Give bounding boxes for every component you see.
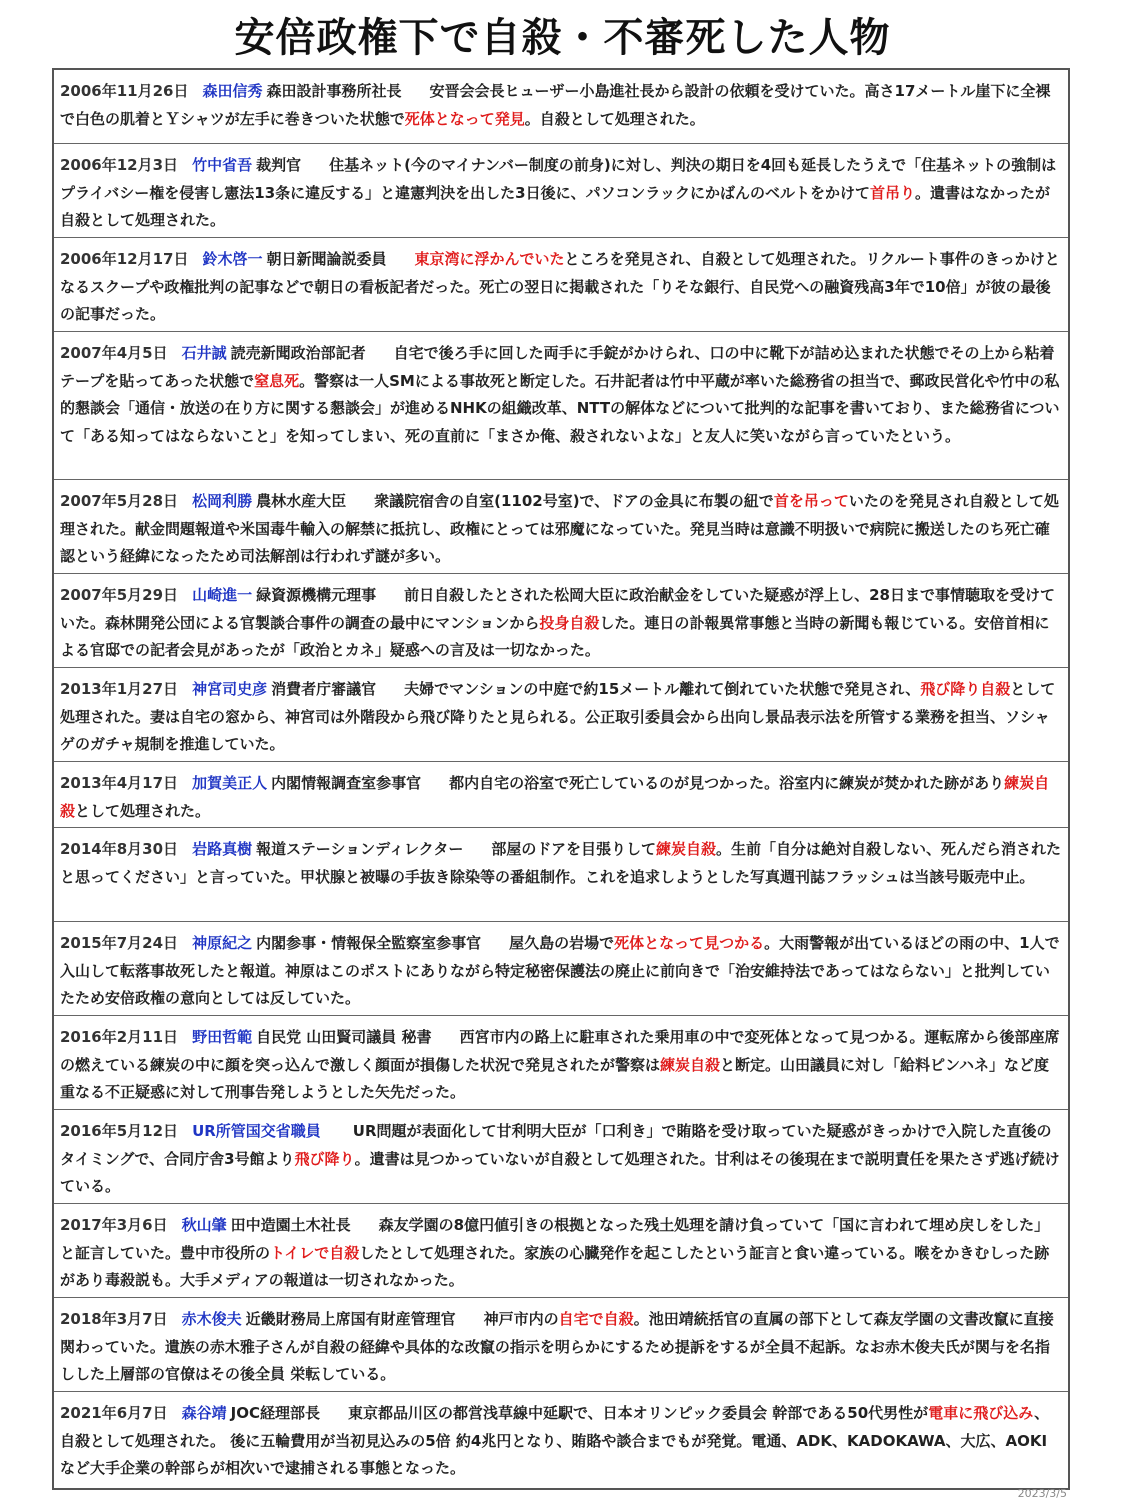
entry-row xyxy=(54,668,1068,762)
entry-highlight-text: 死体となって発見 xyxy=(404,109,525,128)
entry-row xyxy=(54,480,1068,574)
entry-row xyxy=(54,574,1068,668)
entry-date: 2006年11月26日 xyxy=(60,82,189,100)
entry-text: 衆議院宿舎の自室(1102号室)で、ドアの金具に布製の紐で xyxy=(374,492,774,510)
entry-row xyxy=(54,922,1068,1016)
entry-person-name: 加賀美正人 xyxy=(192,774,268,792)
entry-text: 。警察は一人SMによる事故死と断定した。石井記者は竹中平蔵が率いた総務省の担当で、郵政民営化や竹中の私的懇談会「通信・放送の在り方に関する懇談会」が進めるNHKの組織改革、NTTの解体などについて批判的な記事を書いており、また総務省について「ある知ってはならないこと」を知ってしまい、死の直前に「まさか俺、殺されないよな」と友人に笑いながら言っていたという。 xyxy=(60,371,1060,445)
entry-text: 神戸市内の xyxy=(483,1310,559,1328)
entry-text: いたのを発見され自殺として処理された。献金問題報道や米国毒牛輸入の解禁に抵抗し、政権にとっては邪魔になっていた。発見当時は意識不明扱いで病院に搬送したのち死亡確認という経緯になったため司法解剖は行われず謎が多い。 xyxy=(60,492,1059,565)
entry-date: 2006年12月17日 xyxy=(60,250,189,268)
entry-date: 2018年3月7日 xyxy=(60,1310,168,1328)
entry-text: したとして処理された。家族の心臓発作を起こしたという証言と食い違っている。喉をかきむしった跡があり毒殺説も。大手メディアの報道は一切されなかった。 xyxy=(60,1243,1050,1289)
entry-date: 2016年5月12日 xyxy=(60,1122,179,1140)
entry-text: 部屋のドアを目張りして xyxy=(491,840,656,858)
entry-row xyxy=(54,1298,1068,1392)
entry-row xyxy=(54,332,1068,480)
entry-row xyxy=(54,1110,1068,1204)
entry-role: 近畿財務局上席国有財産管理官 xyxy=(245,1310,456,1328)
entry-text: 森友学園の8億円値引きの根拠となった残土処理を請け負っていて「国に言われて埋め戻しをした」と証言していた。豊中市役所の xyxy=(60,1216,1050,1262)
entry-role: 森田設計事務所社長 xyxy=(266,82,402,100)
entry-person-name: 森谷靖 xyxy=(181,1404,227,1422)
entry-date: 2007年5月29日 xyxy=(60,586,179,604)
entry-person-name: 石井誠 xyxy=(181,344,227,362)
entry-role: 読売新聞政治部記者 xyxy=(230,344,366,362)
entry-text: 都内自宅の浴室で死亡しているのが見つかった。浴室内に練炭が焚かれた跡があり xyxy=(449,774,1005,792)
entry-role: 消費者庁審議官 xyxy=(271,680,377,698)
entry-highlight-text: 飛び降り自殺 xyxy=(920,680,1011,698)
entry-role: JOC経理部長 xyxy=(230,1404,320,1422)
entry-person-name: 神宮司史彦 xyxy=(192,680,268,698)
entry-text: 夫婦でマンションの中庭で約15メートル離れて倒れていた状態で発見され、 xyxy=(404,680,921,698)
entry-text: 。生前「自分は絶対自殺しない、死んだら消されたと思ってください」と言っていた。甲状腺と被曝の手抜き除染等の番組制作。これを追求しようとした写真週刊誌フラッシュは当該号販売中止。 xyxy=(60,840,1061,886)
entry-highlight-text: 電車に飛び込み xyxy=(928,1404,1035,1422)
entry-person-name: 秋山肇 xyxy=(181,1216,227,1234)
entry-text: として処理された。妻は自宅の窓から、神宮司は外階段から飛び降りたと見られる。公正取引委員会から出向し景品表示法を所管する業務を担当、ソシャゲのガチャ規制を推進していた。 xyxy=(60,680,1056,753)
entry-row xyxy=(54,144,1068,238)
entry-text: 。自殺として処理された。 xyxy=(524,109,705,128)
entry-highlight-text: 練炭自殺 xyxy=(660,1055,721,1074)
entry-highlight-text: 窒息死 xyxy=(254,371,300,390)
entry-row xyxy=(54,70,1068,144)
entry-text: ところを発見され、自殺として処理された。リクルート事件のきっかけとなるスクープや政権批判の記事などで朝日の看板記者だった。死亡の翌日に掲載された「りそな銀行、自民党への融資残高3年で10倍」が彼の最後の記事だった。 xyxy=(60,250,1060,323)
entry-person-name: 神原紀之 xyxy=(192,934,253,952)
entry-role: 田中造園土木社長 xyxy=(230,1216,351,1234)
entry-row xyxy=(54,1392,1068,1488)
entry-row xyxy=(54,238,1068,332)
entry-date: 2015年7月24日 xyxy=(60,934,179,952)
entry-highlight-text: 投身自殺 xyxy=(539,613,600,632)
entry-date: 2007年4月5日 xyxy=(60,344,168,362)
entry-role: 内閣情報調査室参事官 xyxy=(271,774,422,792)
entry-highlight-text: 飛び降り xyxy=(294,1149,355,1168)
entry-text: 前日自殺したとされた松岡大臣に政治献金をしていた疑惑が浮上し、28日まで事情聴取を受けていた。森林開発公団による官製談合事件の調査の最中にマンションから xyxy=(60,586,1055,632)
entry-role: 農林水産大臣 xyxy=(256,492,347,510)
entry-text: 自宅で後ろ手に回した両手に手錠がかけられ、口の中に靴下が詰め込まれた状態でその上から粘着テープを貼ってあった状態で xyxy=(60,344,1055,390)
entries-table xyxy=(52,68,1070,1490)
entry-text: として処理された。 xyxy=(75,801,211,820)
entry-date: 2007年5月28日 xyxy=(60,492,179,510)
entry-text: 安晋会会長ヒューザー小島進社長から設計の依頼を受けていた。高さ17メートル崖下に全裸で白色の肌着とＹシャツが左手に巻きついた状態で xyxy=(60,82,1051,128)
entry-highlight-text: 東京湾に浮かんでいた xyxy=(414,250,565,268)
entry-person-name: 野田哲範 xyxy=(192,1028,253,1046)
entry-role: 裁判官 xyxy=(256,156,302,174)
entry-person-name: 山崎進一 xyxy=(192,586,253,604)
entry-person-name: 森田信秀 xyxy=(202,82,263,100)
entry-person-name: 竹中省吾 xyxy=(192,156,253,174)
entry-person-name: 鈴木啓一 xyxy=(202,250,263,268)
entry-date: 2013年4月17日 xyxy=(60,774,179,792)
entry-role: 朝日新聞論説委員 xyxy=(266,250,387,268)
entry-role: 自民党 山田賢司議員 秘書 xyxy=(256,1028,432,1046)
entry-highlight-text: 自宅で自殺 xyxy=(558,1310,634,1328)
entry-date: 2017年3月6日 xyxy=(60,1216,168,1234)
entry-highlight-text: トイレで自殺 xyxy=(270,1243,360,1262)
entry-role: 報道ステーションディレクター xyxy=(256,840,464,858)
entry-date: 2021年6月7日 xyxy=(60,1404,168,1422)
entry-person-name: 赤木俊夫 xyxy=(181,1310,242,1328)
entry-highlight-text: 首吊り xyxy=(869,183,915,202)
entry-text: 。池田靖統括官の直属の部下として森友学園の文書改竄に直接関わっていた。遺族の赤木雅子さんが自殺の経緯や具体的な改竄の指示を明らかにするため提訴をするが全員不起訴。なお赤木俊夫氏が関与を名指しした上層部の官僚はその後全員 栄転している。 xyxy=(60,1310,1054,1383)
entry-date: 2013年1月27日 xyxy=(60,680,179,698)
entry-role: 内閣参事・情報保全監察室参事官 xyxy=(256,934,482,952)
entry-person-name: 松岡利勝 xyxy=(192,492,253,510)
entry-highlight-text: 死体となって見つかる xyxy=(614,934,765,952)
entry-person-name: UR所管国交省職員 xyxy=(192,1122,321,1140)
entry-text: と断定。山田議員に対し「給料ピンハネ」など度重なる不正疑惑に対して刑事告発しようとした矢先だった。 xyxy=(60,1055,1049,1101)
entry-date: 2006年12月3日 xyxy=(60,156,179,174)
entry-date: 2014年8月30日 xyxy=(60,840,179,858)
entry-row xyxy=(54,762,1068,828)
footer-date: 2023/3/5 xyxy=(1017,1487,1067,1500)
entry-person-name: 岩路真樹 xyxy=(192,840,253,858)
entry-text: した。連日の訃報異常事態と当時の新聞も報じている。安倍首相による官邸での記者会見があったが「政治とカネ」疑惑への言及は一切なかった。 xyxy=(60,613,1050,659)
entry-highlight-text: 練炭自殺 xyxy=(60,774,1050,820)
entry-text: 住基ネット(今のマイナンバー制度の前身)に対し、判決の期日を4回も延長したうえで「住基ネットの強制はプライバシー権を侵害し憲法13条に違反する」と違憲判決を出した3日後に、パソコンラックにかばんのベルトをかけて xyxy=(60,156,1057,202)
entry-text: 東京都品川区の都営浅草線中延駅で、日本オリンピック委員会 幹部である50代男性が xyxy=(347,1404,929,1422)
entry-text: 。大雨警報が出ているほどの雨の中、1人で入山して転落事故死したと報道。神原はこのポストにありながら特定秘密保護法の廃止に前向きで「治安維持法であってはならない」と批判していたため安倍政権の意向としては反していた。 xyxy=(60,934,1060,1007)
entry-highlight-text: 首を吊って xyxy=(773,492,849,510)
entry-text: 西宮市内の路上に駐車された乗用車の中で変死体となって見つかる。運転席から後部座席の燃えている練炭の中に顔を突っ込んで激しく顔面が損傷した状況で発見されたが警察は xyxy=(60,1028,1060,1074)
page-title: 安倍政権下で自殺・不審死した人物 xyxy=(234,15,891,61)
entry-row xyxy=(54,1016,1068,1110)
entry-role: 緑資源機構元理事 xyxy=(256,586,377,604)
entry-text: 屋久島の岩場で xyxy=(509,934,615,952)
entry-text: 、自殺として処理された。 後に五輪費用が当初見込みの5倍 約4兆円となり、賄賂や談合までもが発覚。電通、ADK、KADOKAWA、大広、AOKIなど大手企業の幹部らが相次いで逮捕される事態となった。 xyxy=(60,1404,1050,1477)
entry-text: 。遺書は見つかっていないが自殺として処理された。甘利はその後現在まで説明責任を果たさず逃げ続けている。 xyxy=(60,1149,1060,1195)
entry-text: 。遺書はなかったが自殺として処理された。 xyxy=(60,183,1050,229)
entry-row xyxy=(54,828,1068,922)
entry-highlight-text: 練炭自殺 xyxy=(655,840,716,858)
entry-row xyxy=(54,1204,1068,1298)
entry-date: 2016年2月11日 xyxy=(60,1028,179,1046)
entry-text: UR問題が表面化して甘利明大臣が「口利き」で賄賂を受け取っていた疑惑がきっかけで入院した直後のタイミングで、合同庁舎3号館より xyxy=(60,1122,1052,1168)
